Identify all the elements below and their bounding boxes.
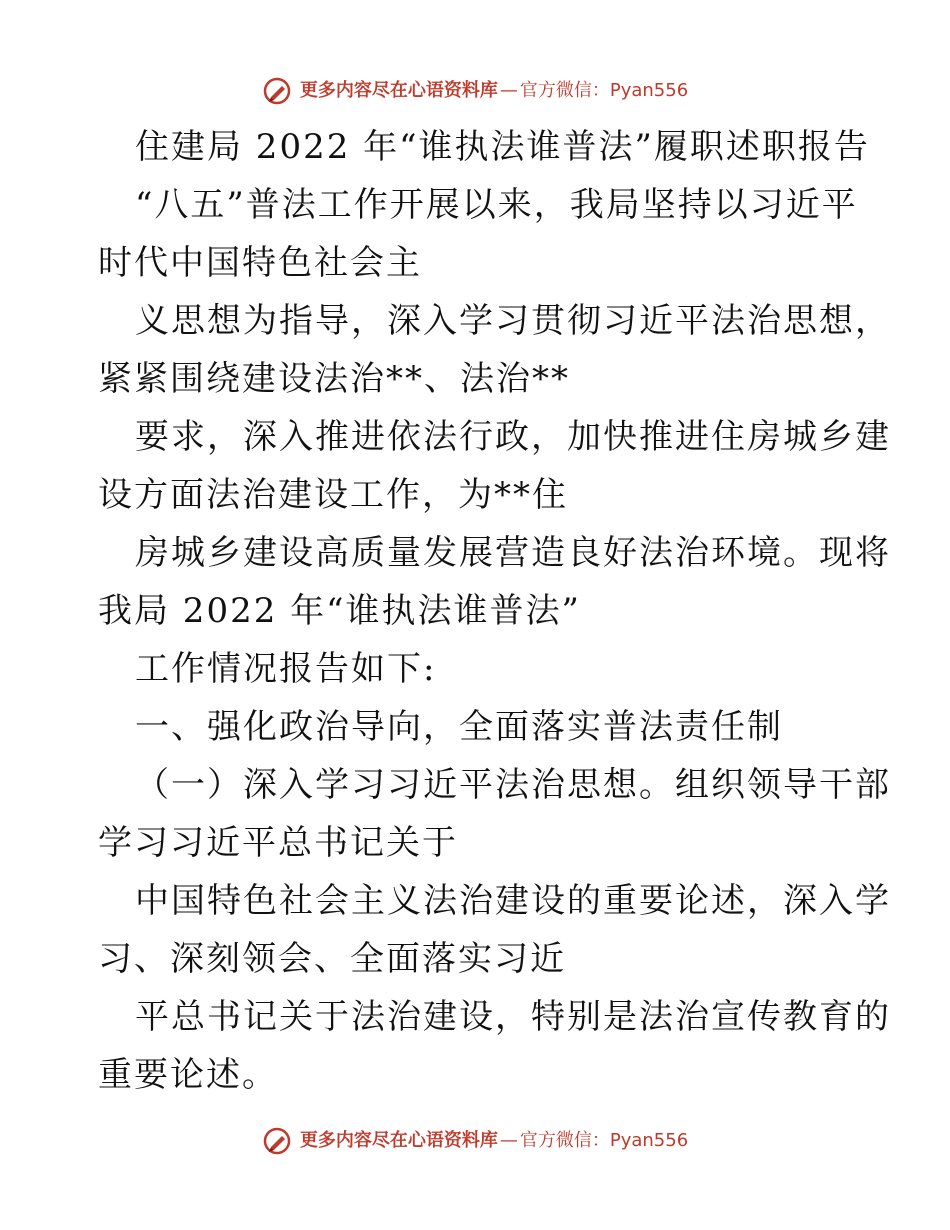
pen-logo-icon: [262, 76, 292, 106]
subsection-heading: （一）深入学习习近平法治思想。组织领导干部: [135, 765, 891, 805]
watermark-header: [0, 71, 950, 111]
paragraph-line: 中国特色社会主义法治建设的重要论述，深入学: [135, 881, 891, 921]
paragraph-line: “八五”普法工作开展以来，我局坚持以习近平: [135, 185, 858, 225]
watermark-contact: 官方微信：Pyan556: [519, 1130, 689, 1151]
pen-logo-icon: [262, 1126, 292, 1156]
watermark-separator: —: [499, 80, 518, 101]
watermark-footer: [0, 1121, 950, 1161]
paragraph-line: 紧紧围绕建设法治**、法治**: [98, 359, 570, 399]
paragraph-line: 学习习近平总书记关于: [98, 823, 458, 863]
watermark-brand: 更多内容尽在心语资料库: [299, 1130, 498, 1151]
paragraph-line: 习、深刻领会、全面落实习近: [98, 939, 566, 979]
watermark-text: [300, 1132, 688, 1150]
section-heading: 一、强化政治导向，全面落实普法责任制: [135, 707, 783, 747]
watermark-text: [300, 82, 688, 100]
paragraph-line: 义思想为指导，深入学习贯彻习近平法治思想，: [135, 301, 891, 341]
paragraph-line: 平总书记关于法治建设，特别是法治宣传教育的: [135, 997, 891, 1037]
watermark-separator: —: [499, 1130, 518, 1151]
watermark-brand: 更多内容尽在心语资料库: [299, 80, 498, 101]
watermark-contact: 官方微信：Pyan556: [519, 80, 689, 101]
paragraph-line: 我局 2022 年“谁执法谁普法”: [98, 591, 581, 631]
paragraph-line: 设方面法治建设工作，为**住: [98, 475, 568, 515]
document-title: 住建局 2022 年“谁执法谁普法”履职述职报告: [135, 127, 870, 167]
paragraph-line: 房城乡建设高质量发展营造良好法治环境。现将: [135, 533, 891, 573]
paragraph-line: 要求，深入推进依法行政，加快推进住房城乡建: [135, 417, 891, 457]
paragraph-line: 重要论述。: [98, 1055, 278, 1095]
paragraph-line: 时代中国特色社会主: [98, 243, 422, 283]
paragraph-line: 工作情况报告如下:: [135, 649, 437, 689]
